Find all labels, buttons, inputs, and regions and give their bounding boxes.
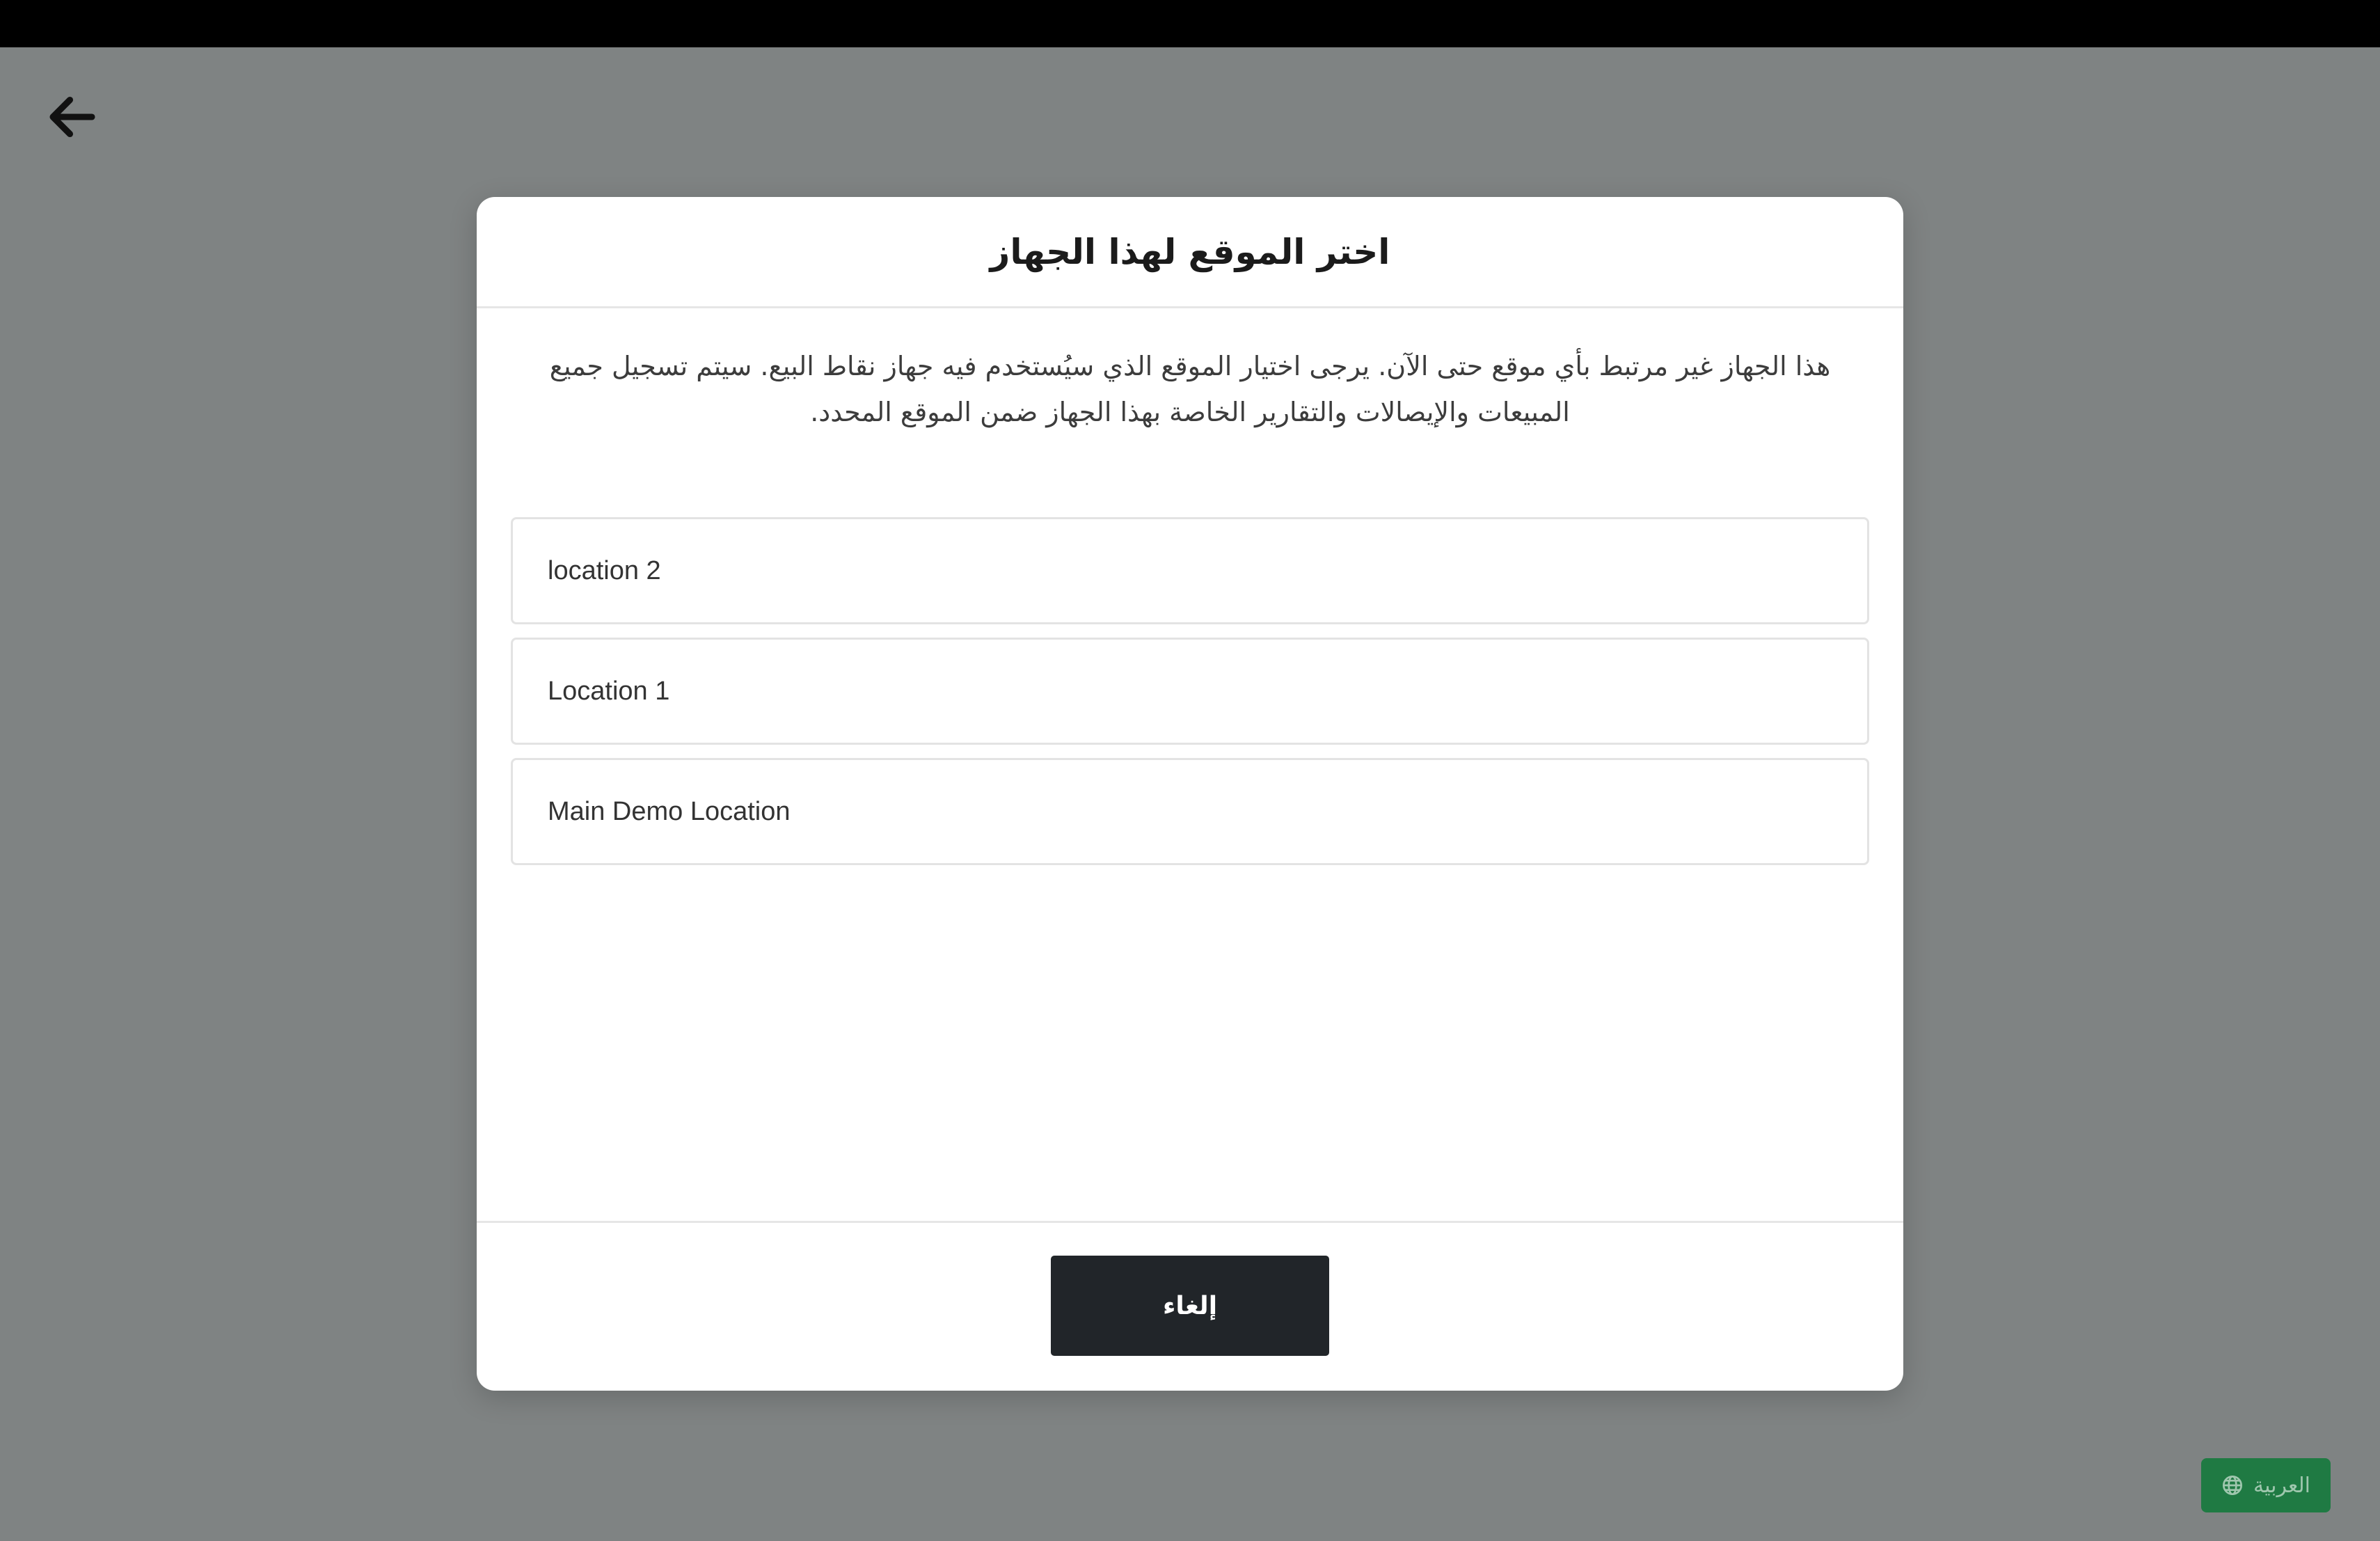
language-label: العربية xyxy=(2253,1473,2310,1498)
location-list xyxy=(511,517,1869,878)
globe-icon xyxy=(2221,1474,2244,1496)
modal-description: هذا الجهاز غير مرتبط بأي موقع حتى الآن. يرجى اختيار الموقع الذي سيُستخدم فيه جهاز نقاط البيع. سيتم تسجيل جميع المبيعات والإيصالات والتقارير الخاصة بهذا الجهاز ضمن الموقع المحدد. xyxy=(549,351,1831,427)
modal-header xyxy=(477,197,1903,308)
location-option-main-demo-location[interactable]: Main Demo Location xyxy=(511,758,1869,865)
top-bar xyxy=(0,0,2380,47)
location-option-location-2[interactable]: location 2 xyxy=(511,517,1869,624)
select-location-modal xyxy=(477,197,1903,1391)
modal-title: اختر الموقع لهذا الجهاز xyxy=(990,231,1390,272)
arrow-left-icon xyxy=(43,88,102,146)
modal-footer xyxy=(477,1221,1903,1391)
location-option-location-1[interactable]: Location 1 xyxy=(511,638,1869,745)
language-switch-button[interactable] xyxy=(2201,1458,2331,1512)
cancel-button[interactable]: إلغاء xyxy=(1051,1256,1329,1356)
back-button[interactable] xyxy=(39,84,106,150)
